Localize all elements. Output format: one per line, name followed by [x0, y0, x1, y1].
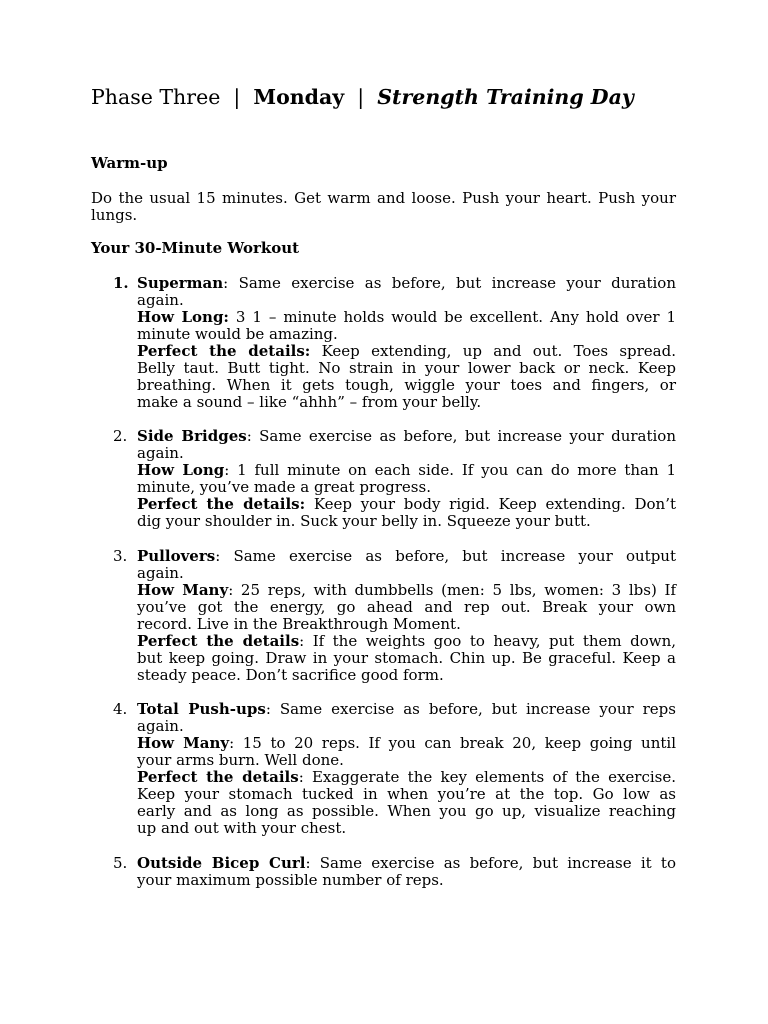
item-line — [137, 667, 676, 684]
item-text: : 25 reps, with dumbbells (men: 5 lbs, women: 3 lbs) If — [228, 581, 676, 599]
item-label: How Long — [137, 461, 225, 479]
item-line — [137, 582, 676, 599]
item-text: : If the weights goo to heavy, put them down, — [299, 632, 676, 650]
item-line — [137, 803, 676, 820]
item-line — [137, 565, 676, 582]
item-label: Total Push-ups — [137, 700, 266, 718]
item-text: but keep going. Draw in your stomach. Chin up. Be graceful. Keep a — [137, 649, 676, 667]
item-text: : Exaggerate the key elements of the exercise. — [298, 768, 677, 786]
item-text: minute, you’ve made a great progress. — [137, 478, 431, 496]
item-line — [137, 292, 676, 309]
item-text: : Same exercise as before, but increase your reps — [265, 700, 676, 718]
item-line — [137, 650, 676, 667]
item-text: your maximum possible number of reps. — [137, 871, 444, 889]
item-label: Pullovers — [137, 547, 216, 565]
item-number: 5. — [113, 854, 128, 872]
item-text: Keep your stomach tucked in when you’re at the top. Go low as — [137, 785, 676, 803]
item-number: 2. — [113, 427, 128, 445]
item-label: How Long: — [137, 308, 229, 326]
item-label: Outside Bicep Curl — [137, 854, 306, 872]
paragraph-line: lungs. — [91, 206, 138, 224]
warmup-heading: Warm-up — [91, 154, 168, 172]
item-line — [137, 616, 676, 633]
item-text: you’ve got the energy, go ahead and rep out. Break your own — [137, 598, 676, 616]
item-line — [137, 786, 676, 803]
item-line — [137, 548, 676, 565]
item-line — [137, 394, 676, 411]
item-text: : Same exercise as before, but increase your duration — [223, 274, 676, 292]
item-text: : Same exercise as before, but increase it to — [305, 854, 676, 872]
item-label: Side Bridges — [137, 427, 247, 445]
item-content — [137, 428, 676, 530]
item-text: : Same exercise as before, but increase your output — [215, 547, 676, 565]
item-line — [137, 718, 676, 735]
item-text: record. Live in the Breakthrough Moment. — [137, 615, 461, 633]
item-line — [137, 309, 676, 326]
item-text: up and out with your chest. — [137, 819, 347, 837]
item-text: : 15 to 20 reps. If you can break 20, keep going until — [229, 734, 676, 752]
item-text: breathing. When it gets tough, wiggle your toes and fingers, or — [137, 376, 676, 394]
item-line — [137, 701, 676, 718]
item-line — [137, 377, 676, 394]
item-text: steady peace. Don’t sacrifice good form. — [137, 666, 444, 684]
item-content — [137, 701, 676, 837]
page-title — [91, 84, 634, 110]
item-line — [137, 496, 676, 513]
title-day: Monday — [253, 85, 345, 109]
item-line — [137, 752, 676, 769]
item-line — [137, 513, 676, 530]
item-line — [137, 479, 676, 496]
item-label: Perfect the details — [137, 632, 300, 650]
item-text: again. — [137, 444, 184, 462]
item-line — [137, 275, 676, 292]
item-line — [137, 872, 676, 889]
item-line — [137, 428, 676, 445]
title-type: Strength Training Day — [377, 85, 634, 109]
item-text: Keep extending, up and out. Toes spread. — [310, 342, 676, 360]
item-text: : 1 full minute on each side. If you can do more than 1 — [224, 461, 676, 479]
item-number: 1. — [113, 274, 129, 292]
title-separator: | — [233, 85, 241, 109]
item-line — [137, 769, 676, 786]
item-content — [137, 275, 676, 411]
item-text: minute would be amazing. — [137, 325, 338, 343]
item-line — [137, 462, 676, 479]
item-line — [137, 820, 676, 837]
item-label: Perfect the details — [137, 768, 299, 786]
item-number: 3. — [113, 547, 128, 565]
item-text: your arms burn. Well done. — [137, 751, 344, 769]
item-label: How Many — [137, 581, 229, 599]
item-line — [137, 633, 676, 650]
item-content — [137, 855, 676, 889]
item-text: again. — [137, 564, 184, 582]
item-line — [137, 445, 676, 462]
item-text: make a sound – like “ahhh” – from your belly. — [137, 393, 482, 411]
item-text: : Same exercise as before, but increase your duration — [246, 427, 677, 445]
item-text: Belly taut. Butt tight. No strain in your lower back or neck. Keep — [137, 359, 676, 377]
item-content — [137, 548, 676, 684]
item-text: again. — [137, 717, 184, 735]
item-label: Superman — [137, 274, 224, 292]
item-line — [137, 599, 676, 616]
item-label: Perfect the details: — [137, 342, 311, 360]
warmup-paragraph — [91, 190, 676, 224]
item-line — [137, 855, 676, 872]
item-text: early and as long as possible. When you go up, visualize reaching — [137, 802, 676, 820]
item-text: 3 1 – minute holds would be excellent. Any hold over 1 — [228, 308, 676, 326]
paragraph-line: Do the usual 15 minutes. Get warm and loose. Push your heart. Push your — [91, 189, 676, 207]
workout-heading: Your 30-Minute Workout — [91, 239, 300, 257]
title-phase: Phase Three — [91, 85, 221, 109]
item-text: again. — [137, 291, 184, 309]
item-line — [137, 735, 676, 752]
item-text: dig your shoulder in. Suck your belly in. Squeeze your butt. — [137, 512, 591, 530]
item-text: Keep your body rigid. Keep extending. Don’t — [305, 495, 677, 513]
title-separator: | — [357, 85, 365, 109]
item-line — [137, 343, 676, 360]
item-number: 4. — [113, 700, 128, 718]
item-label: Perfect the details: — [137, 495, 306, 513]
item-line — [137, 360, 676, 377]
item-line — [137, 326, 676, 343]
item-label: How Many — [137, 734, 230, 752]
